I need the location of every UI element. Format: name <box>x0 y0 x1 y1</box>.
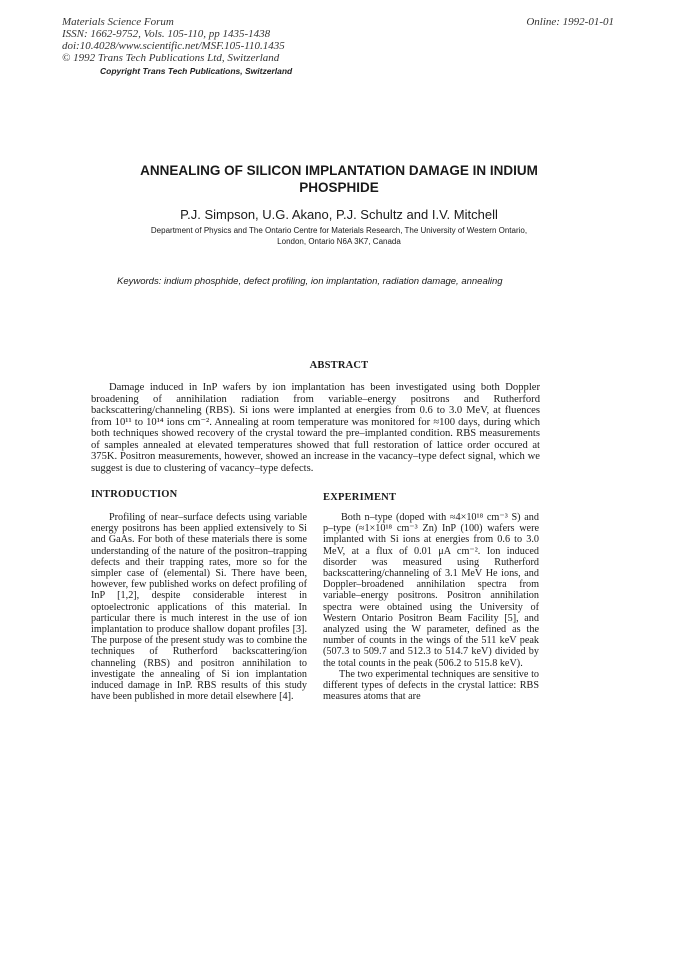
issn-line: ISSN: 1662-9752, Vols. 105-110, pp 1435-1438 <box>62 28 271 40</box>
abstract-body <box>91 382 540 474</box>
keywords <box>117 276 503 287</box>
keywords-label: Keywords: <box>117 276 162 287</box>
affiliation-line-1: Department of Physics and The Ontario Centre for Materials Research, The University of Western Ontario, <box>150 226 528 235</box>
paper-title <box>90 162 588 196</box>
journal-header <box>62 16 285 64</box>
affiliation-line-2: London, Ontario N6A 3K7, Canada <box>277 237 401 246</box>
title-line-1: ANNEALING OF SILICON IMPLANTATION DAMAGE IN INDIUM <box>140 163 538 178</box>
title-line-2: PHOSPHIDE <box>299 180 379 195</box>
copyright-line: © 1992 Trans Tech Publications Ltd, Switzerland <box>62 52 280 64</box>
doi-line: doi:10.4028/www.scientific.net/MSF.105-110.1435 <box>62 40 285 52</box>
copyright-rights: Copyright Trans Tech Publications, Switzerland <box>100 66 293 76</box>
authors: P.J. Simpson, U.G. Akano, P.J. Schultz and I.V. Mitchell <box>180 207 498 222</box>
experiment-paragraph-2: The two experimental techniques are sensitive to different types of defects in the crystal lattice: RBS measures atoms that are <box>323 668 539 703</box>
online-date: Online: 1992-01-01 <box>526 16 614 28</box>
experiment-body <box>323 512 539 702</box>
journal-name: Materials Science Forum <box>62 16 174 28</box>
introduction-text: Profiling of near–surface defects using variable energy positrons has been applied extensively to Si and GaAs. For both of these materials there is some understanding of the nature of the positron–trapping defects and their trapping rates, more so for the simpler case of (elemental) Si. There have been, however, few published works on defect profiling of InP [1,2], despite considerable interest in optoelectronic applications of this material. In particular there is much interest in the use of ion implantation to produce shallow dopant profiles [3]. The purpose of the present study was to combine the techniques of Rutherford backscattering/ion channeling (RBS) and positron annihilation to investigate the annealing of Si ion implantation induced damage in InP. RBS results of this study have been published in more detail elsewhere [4]. <box>91 512 307 703</box>
abstract-text: Damage induced in InP wafers by ion implantation has been investigated using both Doppler broadening of annihilation radiation from variable–energy positrons and Rutherford backscattering/channeling (RBS). Si ions were implanted at energies from 0.6 to 3.0 MeV, at fluences from 10¹¹ to 10¹⁴ ions cm⁻². Annealing at room temperature was monitored for ≈100 days, during which both techniques showed recovery of the crystal toward the pre–implanted condition. RBS measurements of samples annealed at elevated temperatures showed that full restoration of lattice order occured at 375K. Positron measurements, however, showed an increase in the vacancy–type defect signal, which we suggest is due to clustering of vacancy–type defects. <box>91 382 540 474</box>
affiliation <box>70 225 608 247</box>
abstract-heading: ABSTRACT <box>309 360 369 371</box>
experiment-paragraph-1: Both n–type (doped with ≈4×10¹⁸ cm⁻³ S) and p–type (≈1×10¹⁸ cm⁻³ Zn) InP (100) wafers were implanted with Si ions at energies from 0.6 to 3.0 MeV, at a flux of 0.01 μA cm⁻². Ion induced disorder was measured using Rutherford backscattering/channeling of 3.1 MeV He ions, and Doppler–broadened annihilation spectra from variable–energy positrons. Positron annihilation spectra were obtained using the University of Western Ontario Positron Beam Facility [5], and analyzed using the W parameter, defined as the number of counts in the wings of the 511 keV peak (507.3 to 509.7 and 512.3 to 514.7 keV) divided by the total counts in the peak (506.2 to 515.8 keV). <box>323 512 539 669</box>
keywords-list: indium phosphide, defect profiling, ion implantation, radiation damage, annealing <box>164 276 503 287</box>
experiment-heading: EXPERIMENT <box>323 492 397 503</box>
introduction-body <box>91 512 307 702</box>
introduction-heading: INTRODUCTION <box>91 489 178 500</box>
